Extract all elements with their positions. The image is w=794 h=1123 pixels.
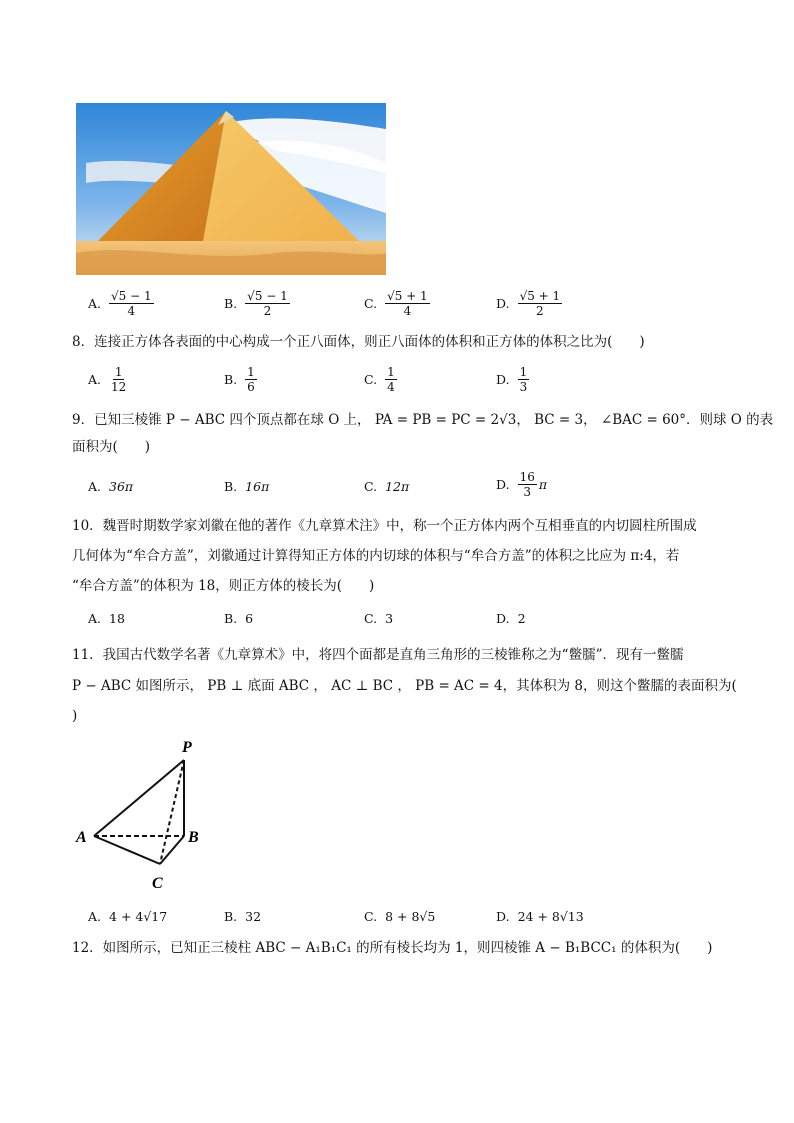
label-b: B [188, 829, 199, 846]
q11-option-a[interactable] [88, 908, 167, 926]
option-text: 4 + 4√17 [109, 909, 168, 924]
option-letter: D. [496, 909, 510, 924]
q11-stem-line2: P − ABC 如图所示， PB ⊥ 底面 ABC ， AC ⊥ BC ， PB = AC = 4，其体积为 8，则这个鳖臑的表面积为( [72, 678, 737, 694]
q11-option-d[interactable] [496, 908, 584, 926]
q10-stem-line2: 几何体为“牟合方盖”，刘徽通过计算得知正方体的内切球的体积与“牟合方盖”的体积之比应为 π:4，若 [72, 548, 680, 564]
q9-stem-line1: 9．已知三棱锥 P − ABC 四个顶点都在球 O 上， PA = PB = PC = 2√3， BC = 3， ∠BAC = 60°．则球 O 的表 [72, 412, 774, 428]
option-text: 16π [245, 479, 270, 494]
q10-stem-line3: “牟合方盖”的体积为 18，则正方体的棱长为( ) [72, 578, 375, 594]
label-c: C [152, 875, 163, 892]
q7-option-c[interactable] [364, 289, 430, 318]
option-letter: A. [88, 295, 102, 311]
tetrahedron-figure [72, 738, 212, 894]
q10-option-a[interactable] [88, 610, 125, 628]
q10-option-b[interactable] [224, 610, 253, 628]
q7-option-d[interactable] [496, 289, 562, 318]
q10-option-c[interactable] [364, 610, 393, 628]
option-letter: D. [496, 295, 510, 311]
q11-option-b[interactable] [224, 908, 261, 926]
option-letter: D. [496, 476, 510, 492]
fraction: $\frac{√5 - 1}{2}$ [247, 289, 288, 318]
option-letter: B. [224, 909, 238, 924]
fraction: $\frac{1}{12}$ [111, 365, 127, 394]
q12-stem: 12．如图所示，已知正三棱柱 ABC − A₁B₁C₁ 的所有棱长均为 1，则四棱锥 A − B₁BCC₁ 的体积为( ) [72, 940, 713, 956]
q9-option-d[interactable] [496, 470, 547, 499]
option-letter: C. [364, 295, 378, 311]
q8-option-c[interactable] [364, 365, 397, 394]
edge-ap [94, 760, 184, 836]
pi-suffix: π [538, 476, 548, 492]
q9-option-b[interactable] [224, 478, 269, 496]
q8-option-d[interactable] [496, 365, 529, 394]
option-text: 3 [385, 611, 394, 626]
option-letter: C. [364, 371, 378, 387]
option-letter: B. [224, 295, 238, 311]
option-letter: B. [224, 611, 238, 626]
fraction: $\frac{16}{3}$ [519, 470, 535, 499]
edge-ac [94, 836, 160, 864]
q11-stem-line3: ) [72, 708, 78, 724]
pyramid-photo [76, 103, 386, 275]
option-letter: C. [364, 909, 378, 924]
option-letter: A. [88, 909, 102, 924]
option-letter: B. [224, 371, 238, 387]
option-letter: B. [224, 479, 238, 494]
fraction: $\frac{1}{3}$ [519, 365, 528, 394]
option-text: 18 [109, 611, 125, 626]
option-letter: A. [88, 479, 102, 494]
q9-option-a[interactable] [88, 478, 133, 496]
option-text: 36π [109, 479, 134, 494]
option-letter: A. [88, 611, 102, 626]
fraction: $\frac{√5 + 1}{2}$ [519, 289, 561, 318]
q9-stem-line2: 面积为( ) [72, 439, 151, 455]
q11-stem-line1: 11．我国古代数学名著《九章算术》中，将四个面都是直角三角形的三棱锥称之为“鳖臑”．现有一鳖臑 [72, 647, 684, 663]
q11-option-c[interactable] [364, 908, 435, 926]
q7-option-b[interactable] [224, 289, 290, 318]
q8-stem: 8．连接正方体各表面的中心构成一个正八面体，则正八面体的体积和正方体的体积之比为( ) [72, 334, 645, 350]
fraction: $\frac{1}{4}$ [387, 365, 395, 394]
fraction: $\frac{√5 + 1}{4}$ [387, 289, 428, 318]
option-text: 6 [245, 611, 254, 626]
q10-option-d[interactable] [496, 610, 526, 628]
q10-stem-line1: 10．魏晋时期数学家刘徽在他的著作《九章算术注》中，称一个正方体内两个互相垂直的内切圆柱所围成 [72, 518, 697, 534]
option-letter: D. [496, 611, 510, 626]
label-p: P [182, 739, 192, 756]
q8-option-b[interactable] [224, 365, 257, 394]
option-text: 24 + 8√13 [517, 909, 584, 924]
option-letter: A. [88, 371, 102, 387]
option-letter: C. [364, 479, 378, 494]
option-text: 32 [245, 909, 262, 924]
option-text: 8 + 8√5 [385, 909, 436, 924]
fraction: $\frac{√5 - 1}{4}$ [111, 289, 152, 318]
option-letter: D. [496, 371, 510, 387]
q8-option-a[interactable] [88, 365, 128, 394]
edge-pc [160, 760, 184, 864]
label-a: A [76, 829, 87, 846]
option-text: 12π [385, 479, 410, 494]
fraction: $\frac{1}{6}$ [247, 365, 255, 394]
q9-option-c[interactable] [364, 478, 409, 496]
option-text: 2 [517, 611, 526, 626]
option-letter: C. [364, 611, 378, 626]
q7-option-a[interactable] [88, 289, 154, 318]
